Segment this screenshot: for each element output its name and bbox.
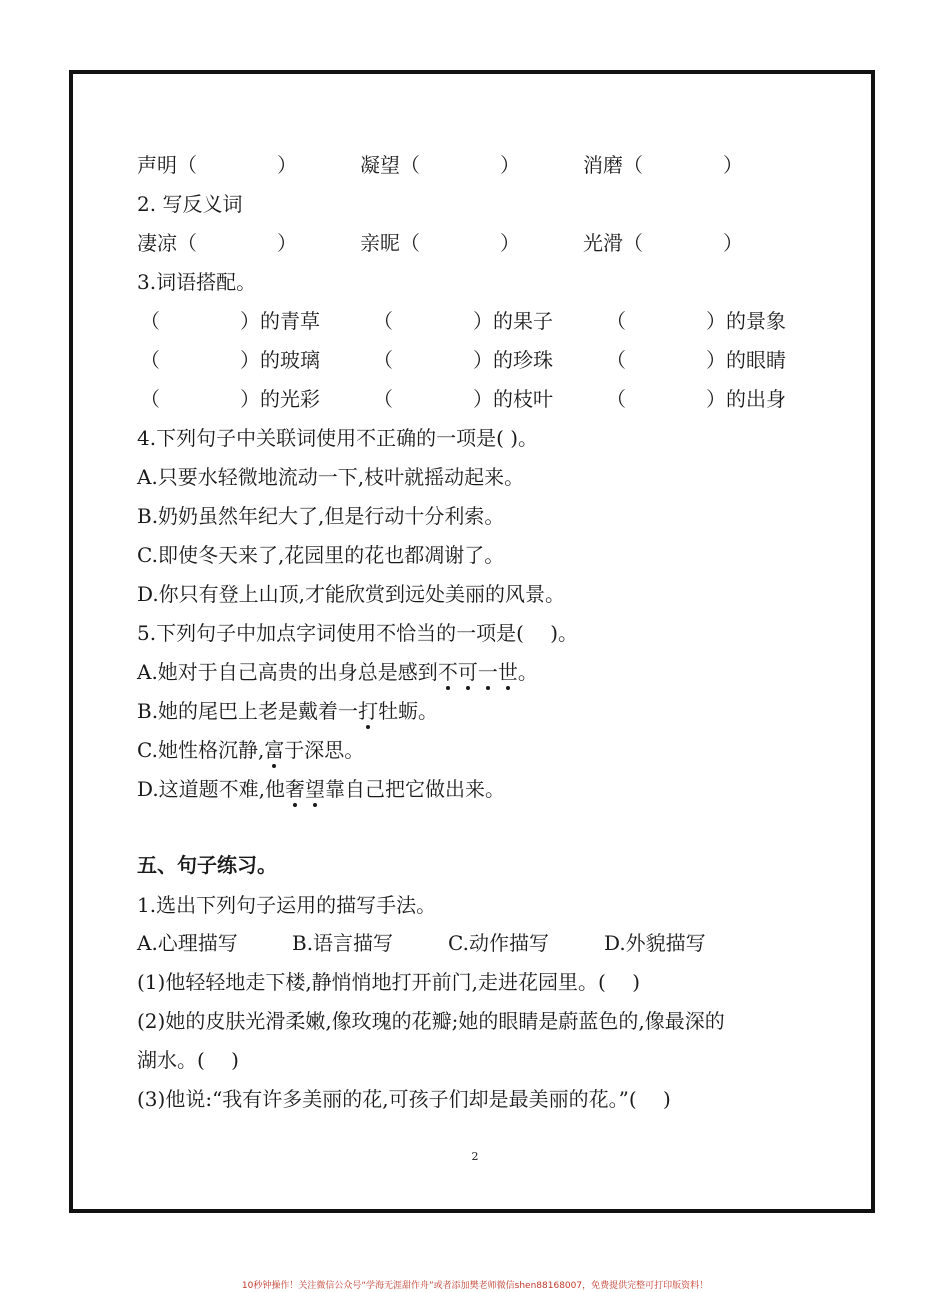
antonym-item-1: 凄凉（ ） — [137, 231, 297, 255]
match-item: （ ）的景象 — [606, 309, 786, 333]
synonym-item-2: 凝望（ ） — [360, 153, 520, 177]
dotted-char: 奢 — [285, 777, 306, 801]
match-item: （ ）的出身 — [606, 387, 786, 411]
match-item: （ ）的珍珠 — [373, 348, 553, 372]
sentence-item-2-cont: 湖水。( ) — [137, 1048, 239, 1072]
match-item: （ ）的玻璃 — [140, 348, 320, 372]
question-5-title: 5.下列句子中加点字词使用不恰当的一项是( )。 — [137, 621, 579, 645]
section-5-q1-title: 1.选出下列句子运用的描写手法。 — [137, 893, 437, 917]
dotted-char: 世 — [497, 660, 518, 684]
method-option: B.语言描写 — [292, 931, 394, 955]
match-item: （ ）的光彩 — [140, 387, 320, 411]
question-3-title: 3.词语搭配。 — [137, 270, 257, 294]
question-2-title: 2. 写反义词 — [137, 192, 243, 216]
q4-option-b: B.奶奶虽然年纪大了,但是行动十分利索。 — [137, 504, 505, 528]
q4-option-c: C.即使冬天来了,花园里的花也都凋谢了。 — [137, 543, 505, 567]
sentence-item-3: (3)他说:“我有许多美丽的花,可孩子们却是最美丽的花。”( ) — [137, 1087, 671, 1111]
q5-option-c: C.她性格沉静,富于深思。 — [137, 738, 365, 762]
method-option: D.外貌描写 — [604, 931, 706, 955]
antonym-item-2: 亲昵（ ） — [360, 231, 520, 255]
dotted-char: 打 — [358, 699, 379, 723]
synonym-item-3: 消磨（ ） — [583, 153, 743, 177]
method-option: A.心理描写 — [137, 931, 238, 955]
synonym-item-1: 声明（ ） — [137, 153, 297, 177]
section-5-heading: 五、句子练习。 — [137, 853, 277, 877]
q4-option-a: A.只要水轻微地流动一下,枝叶就摇动起来。 — [137, 465, 525, 489]
page-number: 2 — [471, 1150, 479, 1163]
footer-note: 10秒钟操作！关注微信公众号“学海无涯甜作舟”或者添加樊老师微信shen88168007，免费提供完整可打印版资料！ — [241, 1281, 709, 1291]
match-item: （ ）的青草 — [140, 309, 320, 333]
sentence-item-2: (2)她的皮肤光滑柔嫩,像玫瑰的花瓣;她的眼睛是蔚蓝色的,像最深的 — [137, 1009, 725, 1033]
question-4-title: 4.下列句子中关联词使用不正确的一项是( )。 — [137, 426, 539, 450]
dotted-char: 不 — [437, 660, 458, 684]
match-item: （ ）的枝叶 — [373, 387, 553, 411]
dotted-char: 富 — [264, 738, 285, 762]
sentence-item-1: (1)他轻轻地走下楼,静悄悄地打开前门,走进花园里。( ) — [137, 970, 641, 994]
match-item: （ ）的眼睛 — [606, 348, 786, 372]
match-item: （ ）的果子 — [373, 309, 553, 333]
dotted-char: 一 — [477, 660, 498, 684]
q4-option-d: D.你只有登上山顶,才能欣赏到远处美丽的风景。 — [137, 582, 566, 606]
q5-option-a: A.她对于自己高贵的出身总是感到不可一世。 — [137, 660, 538, 684]
dotted-char: 可 — [457, 660, 478, 684]
dotted-char: 望 — [305, 777, 326, 801]
q5-option-d: D.这道题不难,他奢望靠自己把它做出来。 — [137, 777, 506, 801]
method-option: C.动作描写 — [448, 931, 549, 955]
antonym-item-3: 光滑（ ） — [583, 231, 743, 255]
q5-option-b: B.她的尾巴上老是戴着一打牡蛎。 — [137, 699, 439, 723]
